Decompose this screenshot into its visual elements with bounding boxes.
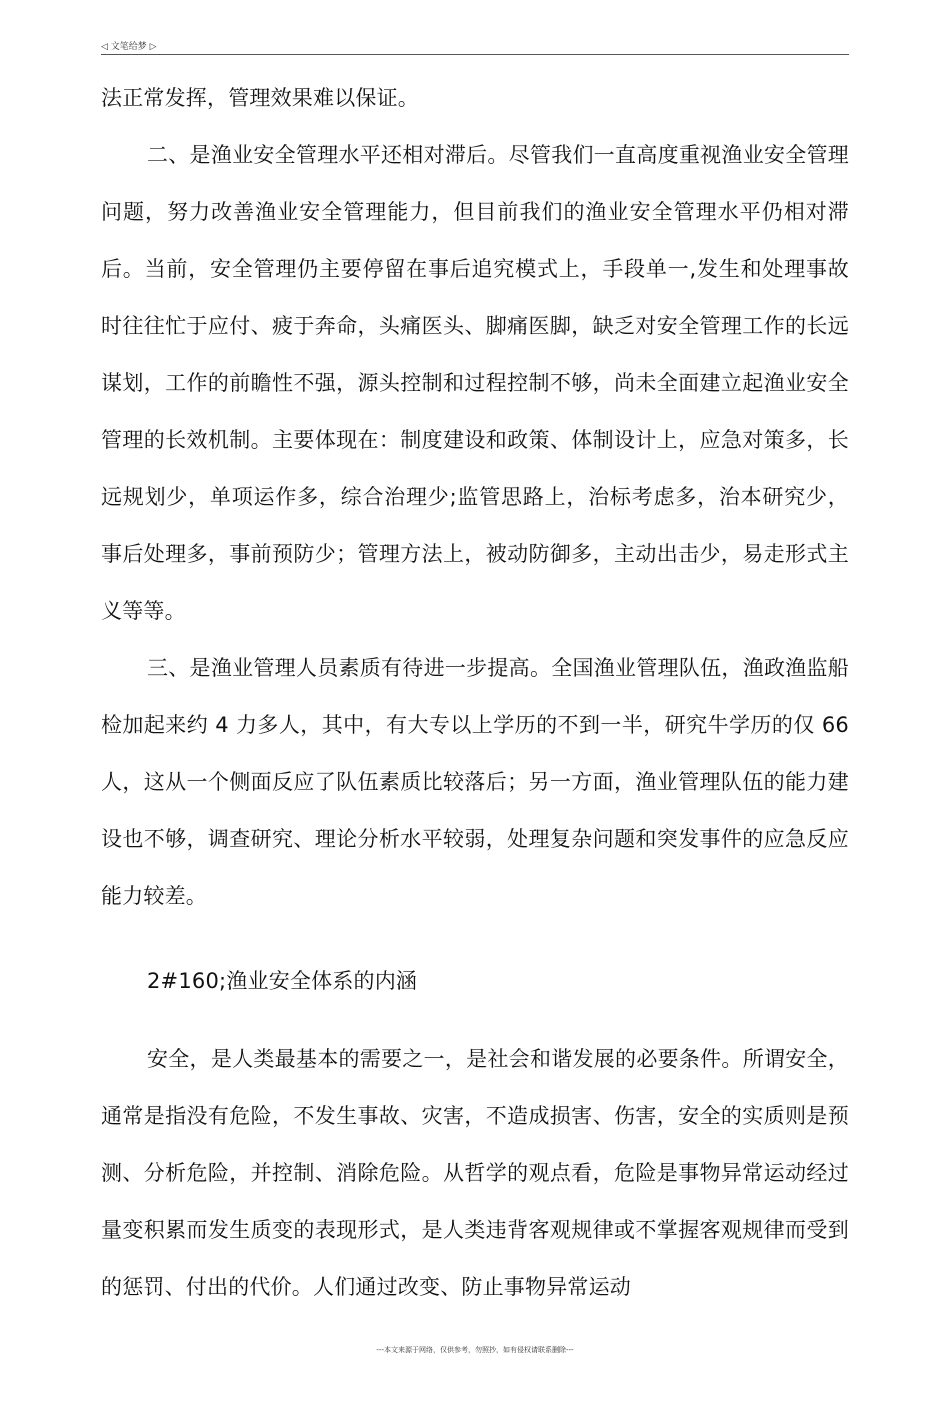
- paragraph-continuation: 法正常发挥，管理效果难以保证。: [101, 86, 419, 110]
- running-header: ◁ 文笔给梦 ▷: [101, 42, 157, 52]
- paragraph-personnel-quality: 三、是渔业管理人员素质有待进一步提高。全国渔业管理队伍，渔政渔监船检加起来约 4 力多人，其中，有大专以上学历的不到一半，研究牛学历的仅 66 人，这从一个侧面反应了队伍素质比较落后；另一方面，渔业管理队伍的能力建设也不够，调查研究、理论分析水平较弱，处理复杂问题和突发事件的应急反应能力较差。: [101, 656, 849, 908]
- header-divider: [101, 54, 849, 55]
- paragraph-management-level: 二、是渔业安全管理水平还相对滞后。尽管我们一直高度重视渔业安全管理问题，努力改善渔业安全管理能力，但目前我们的渔业安全管理水平仍相对滞后。当前，安全管理仍主要停留在事后追究模式上，手段单一,发生和处理事故时往往忙于应付、疲于奔命，头痛医头、脚痛医脚，缺乏对安全管理工作的长远谋划，工作的前瞻性不强，源头控制和过程控制不够，尚未全面建立起渔业安全管理的长效机制。主要体现在：制度建设和政策、体制设计上，应急对策多，长远规划少，单项运作多，综合治理少;监管思路上，治标考虑多，治本研究少，事后处理多，事前预防少；管理方法上，被动防御多，主动出击少，易走形式主义等等。: [101, 143, 849, 623]
- section-heading: 2#160;渔业安全体系的内涵: [147, 969, 418, 993]
- document-body: [101, 70, 849, 1316]
- paragraph-safety-definition: 安全，是人类最基本的需要之一，是社会和谐发展的必要条件。所谓安全，通常是指没有危险，不发生事故、灾害，不造成损害、伤害，安全的实质则是预测、分析危险，并控制、消除危险。从哲学的观点看，危险是事物异常运动经过量变积累而发生质变的表现形式，是人类违背客观规律或不掌握客观规律而受到的惩罚、付出的代价。人们通过改变、防止事物异常运动: [101, 1047, 849, 1299]
- footer-disclaimer: ---本文来源于网络，仅供参考，勿照抄，如有侵权请联系删除---: [376, 1346, 574, 1354]
